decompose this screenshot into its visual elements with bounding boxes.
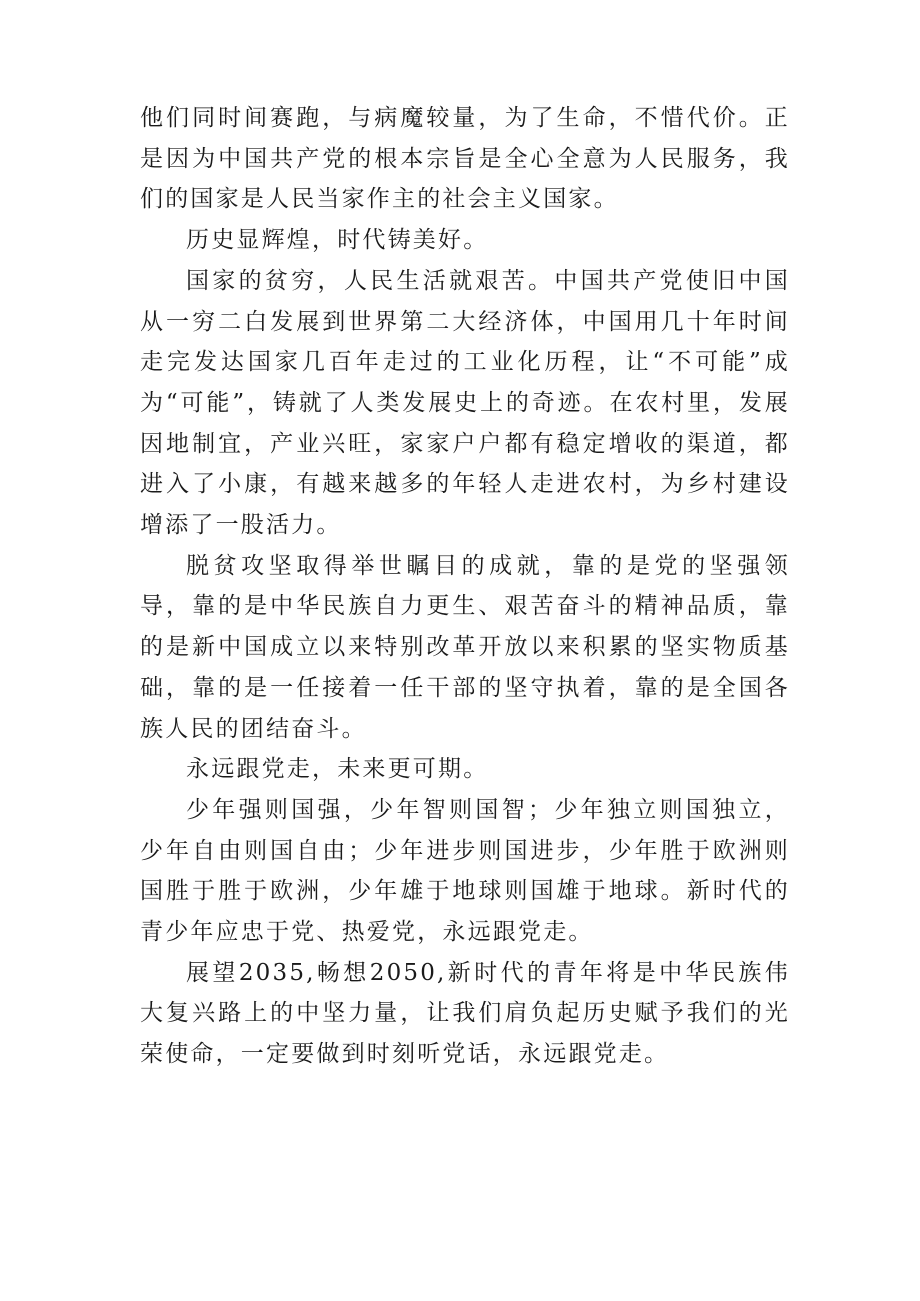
document-page [140, 98, 790, 1075]
paragraph-heading-history: 历史显辉煌，时代铸美好。 [186, 227, 489, 254]
paragraph-poverty-alleviation: 脱贫攻坚取得举世瞩目的成就，靠的是党的坚强领导，靠的是中华民族自力更生、艰苦奋斗的精神品质，靠的是新中国成立以来特别改革开放以来积累的坚实物质基础，靠的是一任接着一任干部的坚守执着，靠的是全国各族人民的团结奋斗。 [140, 552, 790, 742]
paragraph-outlook: 展望2035,畅想2050,新时代的青年将是中华民族伟大复兴路上的中坚力量，让我们肩负起历史赋予我们的光荣使命，一定要做到时刻听党话，永远跟党走。 [140, 959, 790, 1068]
paragraph-continuation: 他们同时间赛跑，与病魔较量，为了生命，不惜代价。正是因为中国共产党的根本宗旨是全心全意为人民服务，我们的国家是人民当家作主的社会主义国家。 [140, 105, 790, 213]
paragraph-heading-future: 永远跟党走，未来更可期。 [186, 756, 489, 783]
paragraph-youth: 少年强则国强，少年智则国智；少年独立则国独立，少年自由则国自由；少年进步则国进步，少年胜于欧洲则国胜于胜于欧洲，少年雄于地球则国雄于地球。新时代的青少年应忠于党、热爱党，永远跟党走。 [140, 796, 790, 946]
paragraph-national-development: 国家的贫穷，人民生活就艰苦。中国共产党使旧中国从一穷二白发展到世界第二大经济体，中国用几十年时间走完发达国家几百年走过的工业化历程，让“不可能”成为“可能”，铸就了人类发展史上的奇迹。在农村里，发展因地制宜，产业兴旺，家家户户都有稳定增收的渠道，都进入了小康，有越来越多的年轻人走进农村，为乡村建设增添了一股活力。 [140, 267, 790, 539]
